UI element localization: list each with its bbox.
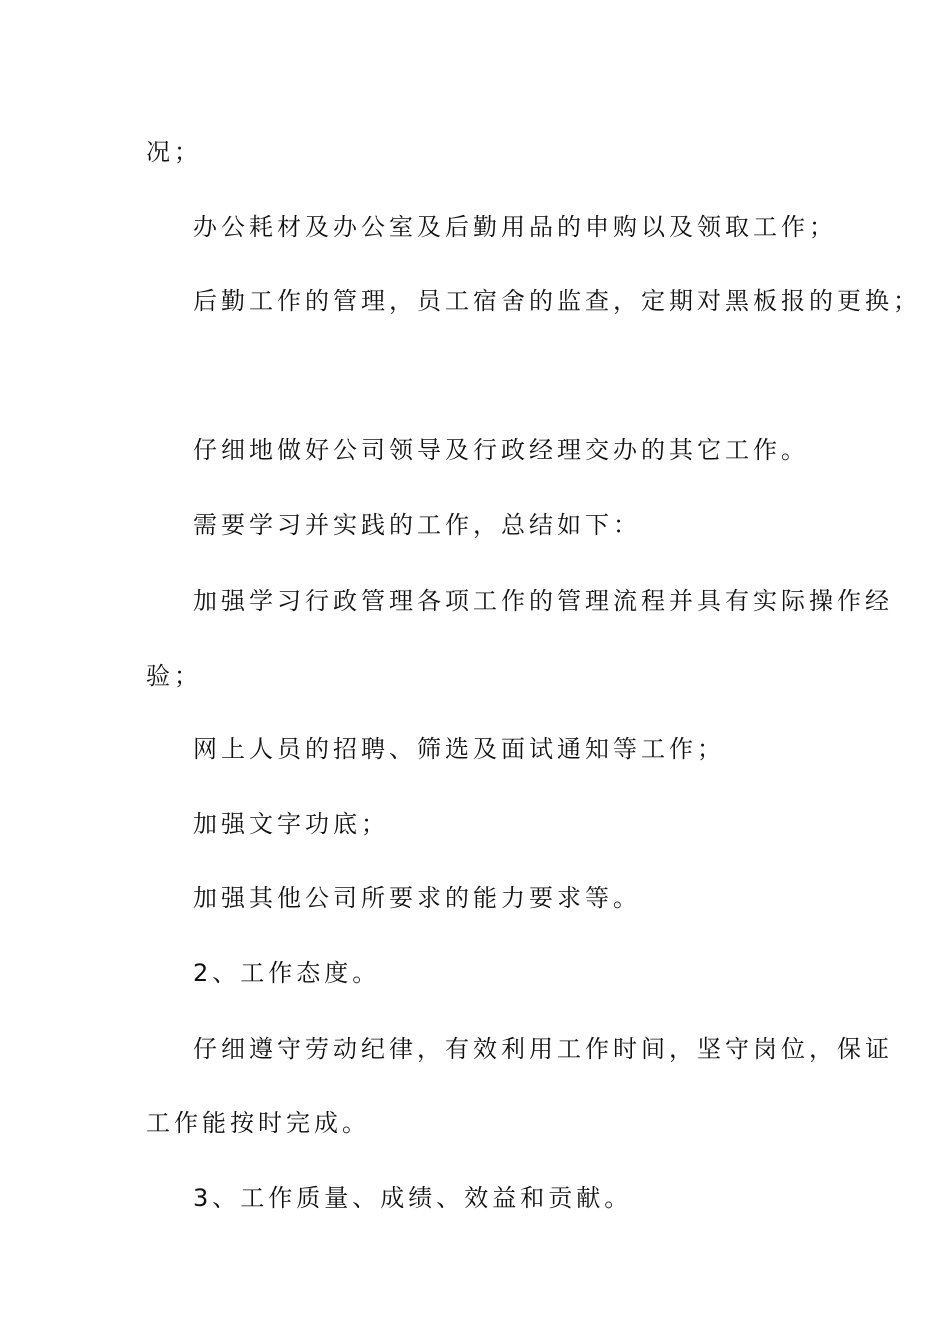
text-line: 仔细地做好公司领导及行政经理交办的其它工作。 [193, 436, 809, 464]
text-line-continuation: 验； [146, 662, 202, 690]
text-line: 办公耗材及办公室及后勤用品的申购以及领取工作； [193, 213, 837, 241]
text-line: 仔细遵守劳动纪律，有效利用工作时间，坚守岗位，保证 [193, 1035, 893, 1063]
text-line: 加强其他公司所要求的能力要求等。 [193, 884, 641, 912]
text-line: 加强文字功底； [193, 810, 389, 838]
text-line-continuation: 工作能按时完成。 [146, 1109, 370, 1137]
text-line: 需要学习并实践的工作，总结如下： [193, 511, 641, 539]
text-line-continuation: 况； [146, 138, 202, 166]
section-heading: 2、工作态度。 [193, 959, 381, 987]
text-line: 后勤工作的管理，员工宿舍的监查，定期对黑板报的更换； [193, 287, 921, 315]
text-line: 加强学习行政管理各项工作的管理流程并具有实际操作经 [193, 587, 893, 615]
section-heading: 3、工作质量、成绩、效益和贡献。 [193, 1184, 633, 1212]
text-line: 网上人员的招聘、筛选及面试通知等工作； [193, 735, 725, 763]
